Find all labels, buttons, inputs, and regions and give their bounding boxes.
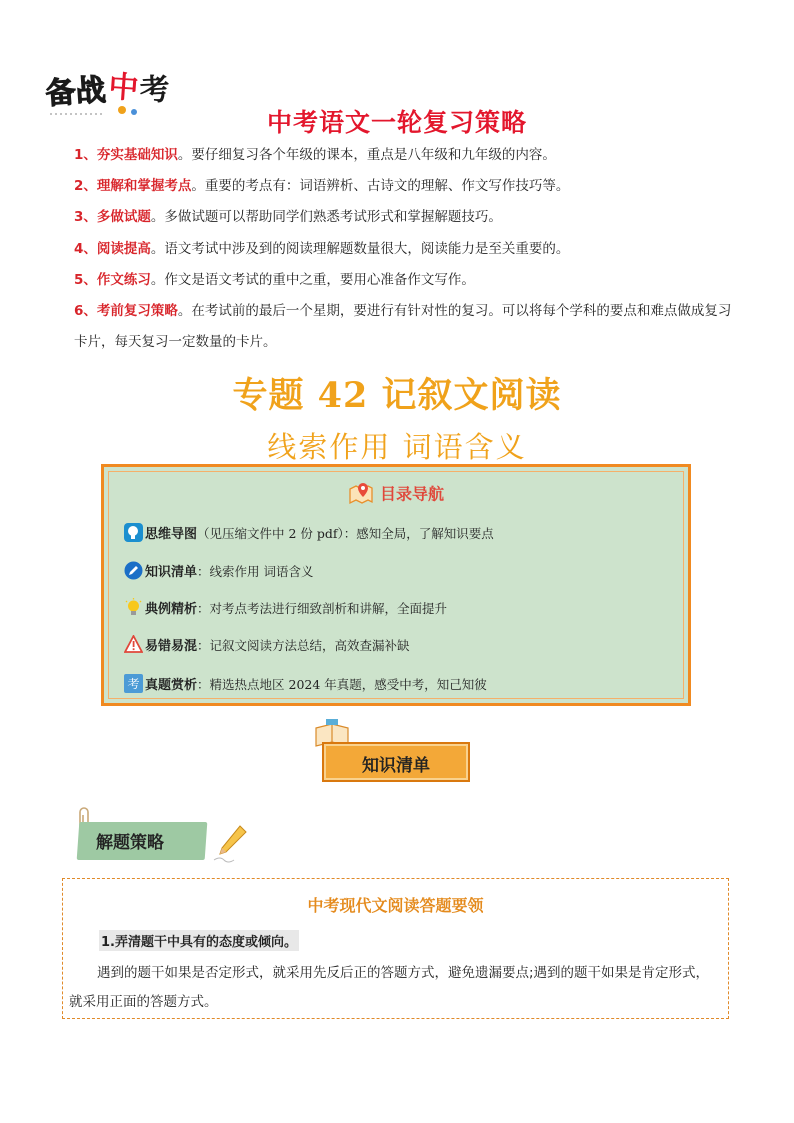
strategy-item: 5、作文练习。作文是语文考试的重中之重，要用心准备作文写作。 xyxy=(74,272,475,288)
nav-box xyxy=(101,464,691,706)
nav-item-examples[interactable]: 典例精析 ：对考点考法进行细致剖析和讲解，全面提升 xyxy=(124,598,447,617)
tips-tag xyxy=(72,806,252,864)
topic-subtitle: 线索作用 词语含义 xyxy=(267,430,527,464)
brain-icon xyxy=(124,523,143,542)
strategy-item: 3、多做试题。多做试题可以帮助同学们熟悉考试形式和掌握解题技巧。 xyxy=(74,209,502,225)
nav-item-knowledge[interactable]: 知识清单 ：线索作用 词语含义 xyxy=(124,561,314,580)
exam-icon: 考 xyxy=(124,674,143,693)
svg-text:考: 考 xyxy=(138,72,171,109)
map-icon xyxy=(348,481,374,509)
main-title: 中考语文一轮复习策略 xyxy=(266,108,527,137)
nav-heading: 目录导航 xyxy=(104,481,688,509)
tips-box-point: 1.弄清题干中具有的态度或倾向。 xyxy=(99,930,299,951)
nav-item-exam[interactable]: 考 真题赏析 ：精选热点地区 2024 年真题，感受中考，知己知彼 xyxy=(124,674,487,693)
nav-item-mistakes[interactable]: 易错易混 ：记叙文阅读方法总结，高效查漏补缺 xyxy=(124,635,410,654)
warning-icon xyxy=(124,635,143,654)
knowledge-badge xyxy=(322,736,470,782)
tips-tag-label: 解题策略 xyxy=(96,833,164,853)
tips-box-paragraph: 遇到的题干如果是否定形式，就采用先反后正的答题方式，避免遗漏要点;遇到的题干如果是肯定形式，就采用正面的答题方式。 xyxy=(69,965,710,1010)
bulb-icon xyxy=(124,598,143,617)
pencil-icon xyxy=(212,822,250,864)
svg-text:备战: 备战 xyxy=(44,72,107,112)
knowledge-badge-label: 知识清单 xyxy=(362,756,430,776)
strategy-item: 1、夯实基础知识。要仔细复习各个年级的课本，重点是八年级和九年级的内容。 xyxy=(74,147,556,163)
strategy-item: 6、考前复习策略。在考试前的最后一个星期，要进行有针对性的复习。可以将每个学科的要点和难点做成复习卡片，每天复习一定数量的卡片。 xyxy=(74,303,732,350)
strategy-item: 4、阅读提高。语文考试中涉及到的阅读理解题数量很大，阅读能力是至关重要的。 xyxy=(74,241,570,257)
nav-item-mindmap[interactable]: 思维导图 （见压缩文件中 2 份 pdf）：感知全局，了解知识要点 xyxy=(124,523,494,542)
tips-box xyxy=(62,878,729,1019)
strategy-item: 2、理解和掌握考点。重要的考点有：词语辨析、古诗文的理解、作文写作技巧等。 xyxy=(74,178,570,194)
topic-title: 专题 42 记叙文阅读 xyxy=(232,375,562,416)
tips-box-title: 中考现代文阅读答题要领 xyxy=(307,896,484,915)
svg-text:中: 中 xyxy=(107,69,140,107)
pen-icon xyxy=(124,561,143,580)
